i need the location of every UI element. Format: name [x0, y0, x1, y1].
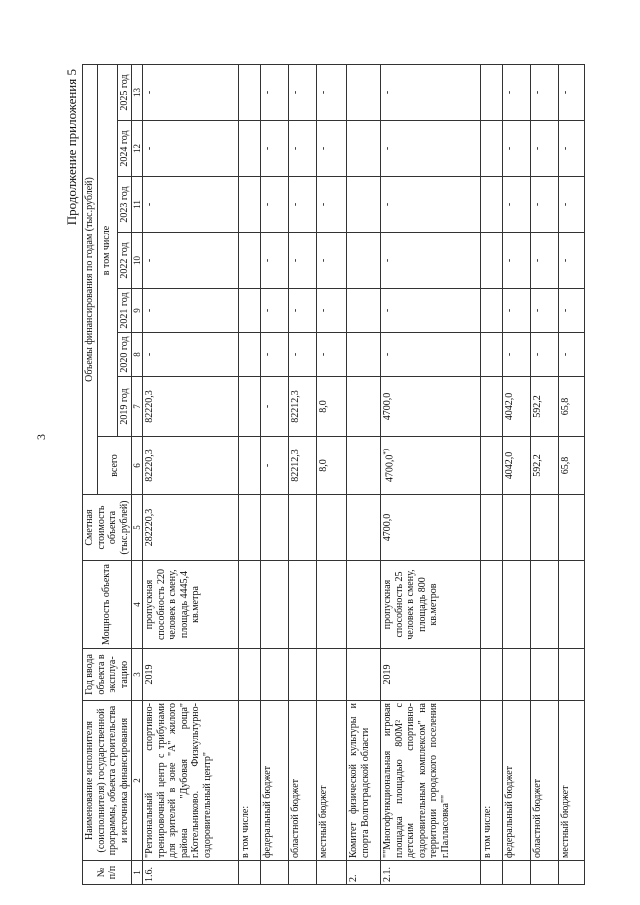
cell-v2023: [347, 177, 381, 233]
cell-total-text: 8,0: [318, 459, 330, 472]
cell-v2019: [239, 377, 261, 437]
cell-v2022: [143, 233, 239, 289]
header-name: Наименование исполнителя (соисполнителя) государственной программы, объекта строительства и источника финансирования: [83, 701, 132, 861]
cell-name: [531, 701, 559, 861]
cell-v2023: [239, 177, 261, 233]
cell-num: [143, 861, 239, 885]
cell-capacity: [239, 561, 261, 649]
header-2025: 2025 год: [117, 65, 132, 121]
cell-num-text: 1.6.: [144, 867, 156, 882]
cell-estimate: [347, 495, 381, 561]
cell-num: [381, 861, 481, 885]
cell-v2023-text: -: [318, 202, 330, 207]
cell-v2024-text: -: [318, 146, 330, 151]
cell-capacity: [317, 561, 347, 649]
cell-v2019-text: 82220,3: [144, 390, 156, 423]
cell-v2022-text: -: [560, 258, 572, 263]
cell-v2019: [503, 377, 531, 437]
cell-v2025-text: -: [290, 90, 302, 95]
cell-total: [503, 437, 531, 495]
cell-capacity-text: пропускная способность 25 человек в смену, площадь 800 кв.метров: [382, 569, 440, 640]
header-year: Год ввода объекта в эксплуа-тацию: [83, 649, 132, 701]
cell-num: [531, 861, 559, 885]
cell-capacity: [481, 561, 503, 649]
cell-v2019: [261, 377, 289, 437]
cell-name: [381, 701, 481, 861]
column-index: 5: [132, 495, 143, 561]
cell-name-text: местный бюджет: [318, 785, 330, 858]
cell-v2025-text: -: [262, 90, 274, 95]
cell-v2023-text: -: [504, 202, 516, 207]
cell-total: [289, 437, 317, 495]
cell-v2023: [531, 177, 559, 233]
cell-name: [347, 701, 381, 861]
cell-v2025-text: -: [532, 90, 544, 95]
cell-name-text: в том числе:: [482, 805, 494, 858]
cell-v2024: [317, 121, 347, 177]
cell-v2020: [347, 333, 381, 377]
cell-v2023: [381, 177, 481, 233]
cell-estimate: [503, 495, 531, 561]
header-2022: 2022 год: [117, 233, 132, 289]
cell-v2023: [261, 177, 289, 233]
cell-v2022-text: -: [382, 258, 394, 263]
cell-total-text: 4042,0: [504, 451, 516, 480]
cell-v2021-text: -: [290, 308, 302, 313]
table-row: [317, 65, 347, 885]
cell-total-text: 4700,0: [384, 454, 396, 483]
cell-v2020-text: -: [262, 352, 274, 357]
table-row: [239, 65, 261, 885]
cell-v2019: [381, 377, 481, 437]
cell-name: [481, 701, 503, 861]
table-row: [503, 65, 531, 885]
cell-v2025: [289, 65, 317, 121]
cell-v2019-text: -: [262, 404, 274, 409]
cell-v2020: [381, 333, 481, 377]
cell-v2021: [239, 289, 261, 333]
cell-v2023-text: -: [144, 202, 156, 207]
cell-v2022: [261, 233, 289, 289]
cell-num: [289, 861, 317, 885]
cell-name-text: областной бюджет: [532, 778, 544, 858]
cell-num: [317, 861, 347, 885]
column-index: 11: [132, 177, 143, 233]
cell-v2024: [559, 121, 585, 177]
cell-year: [531, 649, 559, 701]
footnote-mark: *): [382, 448, 391, 455]
column-index-row: [132, 65, 143, 885]
cell-v2025: [239, 65, 261, 121]
cell-name: [503, 701, 531, 861]
cell-year: [143, 649, 239, 701]
cell-estimate: [289, 495, 317, 561]
cell-v2019-text: 82212,3: [290, 390, 302, 423]
cell-v2024: [143, 121, 239, 177]
cell-v2020-text: -: [144, 352, 156, 357]
cell-estimate: [239, 495, 261, 561]
cell-v2022: [317, 233, 347, 289]
cell-name: [289, 701, 317, 861]
cell-v2024-text: -: [504, 146, 516, 151]
cell-v2019: [481, 377, 503, 437]
cell-v2025-text: -: [318, 90, 330, 95]
cell-year: [347, 649, 381, 701]
cell-v2020: [143, 333, 239, 377]
cell-year: [289, 649, 317, 701]
cell-name: [143, 701, 239, 861]
cell-capacity: [381, 561, 481, 649]
cell-v2020: [531, 333, 559, 377]
cell-v2019-text: 8,0: [318, 400, 330, 413]
cell-v2021: [481, 289, 503, 333]
cell-v2022: [559, 233, 585, 289]
table-row: [261, 65, 289, 885]
cell-total-text: 65,8: [560, 456, 572, 475]
cell-num: [503, 861, 531, 885]
cell-v2025: [143, 65, 239, 121]
cell-v2020-text: -: [382, 352, 394, 357]
cell-v2019: [559, 377, 585, 437]
cell-total: [239, 437, 261, 495]
cell-estimate: [559, 495, 585, 561]
cell-v2021: [531, 289, 559, 333]
cell-total: [381, 437, 481, 495]
header-total: всего: [97, 437, 132, 495]
column-index: 10: [132, 233, 143, 289]
column-index: 8: [132, 333, 143, 377]
cell-total-text: -: [262, 463, 274, 468]
cell-year: [381, 649, 481, 701]
header-2019: 2019 год: [117, 377, 132, 437]
cell-v2021: [559, 289, 585, 333]
cell-estimate-text: 4700,0: [382, 513, 394, 542]
cell-v2024: [503, 121, 531, 177]
cell-total-text: 82212,3: [290, 449, 302, 482]
cell-year: [317, 649, 347, 701]
cell-total: [317, 437, 347, 495]
cell-v2023: [317, 177, 347, 233]
cell-num: [481, 861, 503, 885]
cell-v2023: [559, 177, 585, 233]
table-row: [559, 65, 585, 885]
cell-v2019: [143, 377, 239, 437]
cell-v2022-text: -: [262, 258, 274, 263]
column-index: 9: [132, 289, 143, 333]
cell-v2025: [503, 65, 531, 121]
cell-name-text: "Региональный спортивно-тренировочный центр с трибунами для зрителей в зоне "А" жилого района "Дубовая роща" г.Котельниково. Физкультурно-оздоровительный центр": [144, 703, 213, 858]
cell-v2023: [503, 177, 531, 233]
cell-year: [261, 649, 289, 701]
cell-v2021-text: -: [532, 308, 544, 313]
cell-v2019-text: 4042,0: [504, 392, 516, 421]
header-2024: 2024 год: [117, 121, 132, 177]
header-2020: 2020 год: [117, 333, 132, 377]
cell-v2019: [531, 377, 559, 437]
cell-name: [317, 701, 347, 861]
cell-total-text: 592,2: [532, 454, 544, 477]
cell-v2025: [559, 65, 585, 121]
column-index: 7: [132, 377, 143, 437]
cell-v2025: [481, 65, 503, 121]
cell-num: [261, 861, 289, 885]
cell-v2020-text: -: [318, 352, 330, 357]
cell-v2025: [381, 65, 481, 121]
cell-v2023-text: -: [290, 202, 302, 207]
table-row: [381, 65, 481, 885]
cell-v2019: [347, 377, 381, 437]
cell-name-text: местный бюджет: [560, 785, 572, 858]
cell-v2021: [347, 289, 381, 333]
cell-total: [481, 437, 503, 495]
cell-v2022-text: -: [504, 258, 516, 263]
cell-num-text: 2.: [348, 874, 360, 882]
header-capacity: Мощность объекта: [83, 561, 132, 649]
cell-v2020: [239, 333, 261, 377]
cell-v2024: [347, 121, 381, 177]
cell-v2024: [289, 121, 317, 177]
cell-total: [261, 437, 289, 495]
cell-v2025-text: -: [560, 90, 572, 95]
cell-name-text: Комитет физической культуры и спорта Волгоградской области: [348, 703, 371, 858]
cell-total: [531, 437, 559, 495]
cell-v2023: [481, 177, 503, 233]
cell-total: [347, 437, 381, 495]
cell-v2023-text: -: [532, 202, 544, 207]
table-row: [531, 65, 559, 885]
cell-v2024: [381, 121, 481, 177]
table-row: [143, 65, 239, 885]
cell-capacity-text: пропускная способность 220 человек в смену, площадь 4445,4 кв.метра: [144, 568, 202, 641]
cell-v2019: [289, 377, 317, 437]
cell-year: [559, 649, 585, 701]
cell-estimate: [381, 495, 481, 561]
cell-v2021-text: -: [382, 308, 394, 313]
cell-v2022-text: -: [318, 258, 330, 263]
cell-v2024-text: -: [382, 146, 394, 151]
cell-estimate-text: 282220,3: [144, 508, 156, 547]
cell-estimate: [261, 495, 289, 561]
cell-v2024: [481, 121, 503, 177]
cell-v2020: [481, 333, 503, 377]
cell-v2021: [381, 289, 481, 333]
cell-name: [559, 701, 585, 861]
cell-v2021: [261, 289, 289, 333]
cell-name: [239, 701, 261, 861]
cell-v2021: [317, 289, 347, 333]
cell-v2024-text: -: [262, 146, 274, 151]
cell-v2022: [481, 233, 503, 289]
column-index: 4: [132, 561, 143, 649]
cell-year: [481, 649, 503, 701]
cell-capacity: [347, 561, 381, 649]
cell-v2020: [559, 333, 585, 377]
cell-v2024: [531, 121, 559, 177]
cell-v2021-text: -: [504, 308, 516, 313]
cell-year: [503, 649, 531, 701]
cell-v2025: [317, 65, 347, 121]
cell-v2025: [531, 65, 559, 121]
cell-v2019: [317, 377, 347, 437]
cell-v2021: [289, 289, 317, 333]
table-row: [481, 65, 503, 885]
cell-estimate: [317, 495, 347, 561]
cell-capacity: [503, 561, 531, 649]
cell-v2022: [289, 233, 317, 289]
cell-v2022: [503, 233, 531, 289]
cell-v2020: [317, 333, 347, 377]
cell-v2022-text: -: [532, 258, 544, 263]
cell-num: [347, 861, 381, 885]
cell-v2023-text: -: [382, 202, 394, 207]
rotated-content: [62, 65, 602, 885]
cell-v2020-text: -: [560, 352, 572, 357]
cell-v2024-text: -: [144, 146, 156, 151]
cell-v2023: [143, 177, 239, 233]
cell-v2020-text: -: [504, 352, 516, 357]
column-index: 2: [132, 701, 143, 861]
cell-v2024: [239, 121, 261, 177]
cell-v2024-text: -: [560, 146, 572, 151]
column-index: 13: [132, 65, 143, 121]
cell-v2019-text: 592,2: [532, 395, 544, 418]
cell-v2022: [531, 233, 559, 289]
cell-v2020-text: -: [290, 352, 302, 357]
cell-capacity: [289, 561, 317, 649]
column-index: 3: [132, 649, 143, 701]
cell-num-text: 2.1.: [382, 867, 394, 882]
cell-v2025-text: -: [504, 90, 516, 95]
cell-v2022-text: -: [144, 258, 156, 263]
cell-v2021: [503, 289, 531, 333]
cell-estimate: [531, 495, 559, 561]
column-index: 12: [132, 121, 143, 177]
cell-num: [559, 861, 585, 885]
cell-v2021-text: -: [144, 308, 156, 313]
cell-capacity: [531, 561, 559, 649]
cell-name-text: федеральный бюджет: [262, 765, 274, 858]
cell-v2020: [261, 333, 289, 377]
cell-v2025: [347, 65, 381, 121]
funding-table: [82, 64, 585, 885]
table-row: [289, 65, 317, 885]
cell-year: [239, 649, 261, 701]
column-index: 6: [132, 437, 143, 495]
cell-v2024-text: -: [290, 146, 302, 151]
header-2023: 2023 год: [117, 177, 132, 233]
cell-capacity: [559, 561, 585, 649]
cell-v2021-text: -: [318, 308, 330, 313]
cell-v2020: [503, 333, 531, 377]
cell-total: [559, 437, 585, 495]
cell-estimate: [481, 495, 503, 561]
cell-name-text: в том числе:: [240, 805, 252, 858]
cell-total-text: 82220,3: [144, 449, 156, 482]
header-2021: 2021 год: [117, 289, 132, 333]
cell-v2025-text: -: [382, 90, 394, 95]
cell-capacity: [261, 561, 289, 649]
cell-name-text: ""Многофункциональная игровая площадка площадью 800М² с детским спортивно-оздоровительным комплексом" на территории городского поселения г.Палласовка"": [382, 703, 451, 858]
cell-v2019-text: 65,8: [560, 397, 572, 416]
cell-year-text: 2019: [382, 664, 394, 685]
cell-v2019-text: 4700,0: [382, 392, 394, 421]
cell-v2024-text: -: [532, 146, 544, 151]
cell-num: [239, 861, 261, 885]
header-estimate: Сметная стоимость объекта (тыс.рублей): [83, 495, 132, 561]
continuation-title: Продолжение приложения 5: [64, 69, 79, 226]
cell-v2023-text: -: [262, 202, 274, 207]
cell-v2022: [239, 233, 261, 289]
cell-v2021-text: -: [560, 308, 572, 313]
cell-v2025: [261, 65, 289, 121]
cell-name-text: федеральный бюджет: [504, 765, 516, 858]
cell-v2023-text: -: [560, 202, 572, 207]
cell-v2021-text: -: [262, 308, 274, 313]
column-index: 1: [132, 861, 143, 885]
cell-v2020-text: -: [532, 352, 544, 357]
cell-name-text: областной бюджет: [290, 778, 302, 858]
header-incl: в том числе: [97, 65, 117, 437]
cell-v2022: [347, 233, 381, 289]
header-funding: Объемы финансирования по годам (тыс.рублей): [83, 65, 98, 495]
cell-v2022-text: -: [290, 258, 302, 263]
cell-v2021: [143, 289, 239, 333]
cell-capacity: [143, 561, 239, 649]
page-number: 3: [34, 434, 48, 440]
cell-total: [143, 437, 239, 495]
table-row: [347, 65, 381, 885]
cell-v2022: [381, 233, 481, 289]
cell-v2020: [289, 333, 317, 377]
header-num: № п/п: [83, 861, 132, 885]
cell-v2023: [289, 177, 317, 233]
cell-estimate: [143, 495, 239, 561]
cell-name: [261, 701, 289, 861]
cell-v2025-text: -: [144, 90, 156, 95]
cell-year-text: 2019: [144, 664, 156, 685]
cell-v2024: [261, 121, 289, 177]
